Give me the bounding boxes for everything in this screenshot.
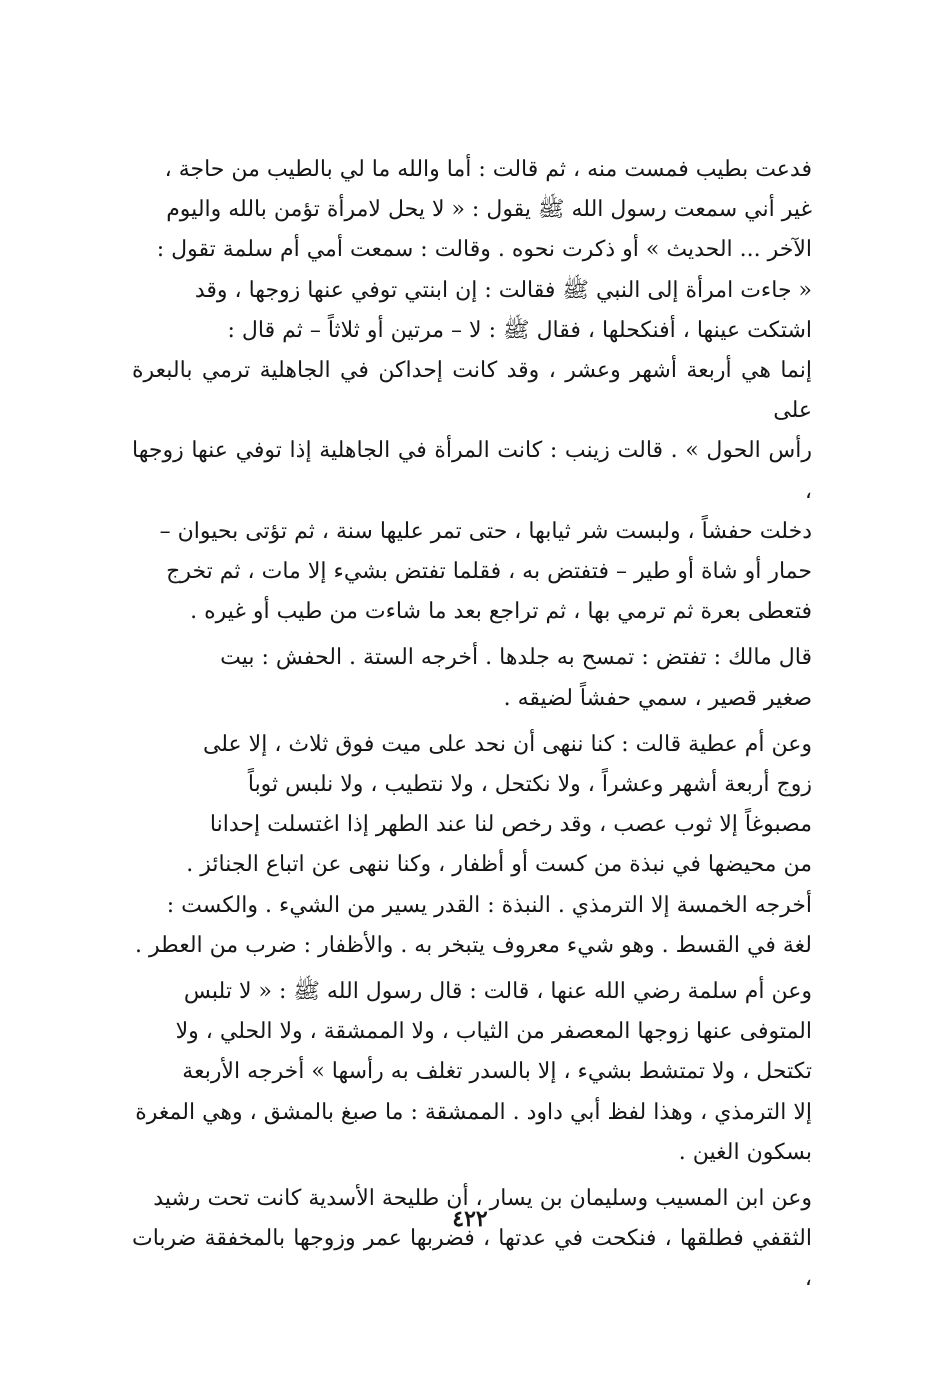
paragraph: وعن ابن المسيب وسليمان بن يسار ، أن طليحة الأسدية كانت تحت رشيد الثقفي فطلقها ، فنكحت في عدتها ، فضربها عمر وزوجها بالمخفقة ضربات ، [132,1186,812,1292]
paragraph: فدعت بطيب فمست منه ، ثم قالت : أما والله ما لي بالطيب من حاجة ، غير أني سمعت رسول الله ﷺ يقول : « لا يحل لامرأة تؤمن بالله واليوم الآخر ... الحديث » أو ذكرت نحوه . وقالت : سمعت أمي أم سلمة تقول : « جاءت امرأة إلى النبي ﷺ فقالت : إن ابنتي توفي عنها زوجها ، وقد اشتكت عينها ، أفنكحلها ، فقال ﷺ : لا – مرتين أو ثلاثاً – ثم قال : إنما هي أربعة أشهر وعشر ، وقد كانت إحداكن في الجاهلية ترمي بالبعرة على رأس الحول » . قالت زينب : كانت المرأة في الجاهلية إذا توفي عنها زوجها ، دخلت حفشاً ، ولبست شر ثيابها ، حتى تمر عليها سنة ، ثم تؤتى بحيوان – حمار أو شاة أو طير – فتفتض به ، فقلما تفتض بشيء إلا مات ، ثم تخرج فتعطى بعرة ثم ترمي بها ، ثم تراجع بعد ما شاءت من طيب أو غيره . [132,157,812,625]
page-number: ٤٢٢ [452,1206,488,1232]
paragraph: وعن أم سلمة رضي الله عنها ، قالت : قال رسول الله ﷺ : « لا تلبس المتوفى عنها زوجها المعصفر من الثياب ، ولا الممشقة ، ولا الحلي ، ولا تكتحل ، ولا تمتشط بشيء ، إلا بالسدر تغلف به رأسها » أخرجه الأربعة إلا الترمذي ، وهذا لفظ أبي داود . الممشقة : ما صبغ بالمشق ، وهي المغرة بسكون الغين . [135,979,812,1165]
page-body-text [132,150,812,1306]
paragraph: وعن أم عطية قالت : كنا ننهى أن نحد على ميت فوق ثلاث ، إلا على زوج أربعة أشهر وعشراً ، ولا نكتحل ، ولا نتطيب ، ولا نلبس ثوباً مصبوغاً إلا ثوب عصب ، وقد رخص لنا عند الطهر إذا اغتسلت إحدانا من محيضها في نبذة من كست أو أظفار ، وكنا ننهى عن اتباع الجنائز . أخرجه الخمسة إلا الترمذي . النبذة : القدر يسير من الشيء . والكست : لغة في القسط . وهو شيء معروف يتبخر به . والأظفار : ضرب من العطر . [135,731,812,958]
paragraph: قال مالك : تفتض : تمسح به جلدها . أخرجه الستة . الحفش : بيت صغير قصير ، سمي حفشاً لضيقه . [220,645,812,711]
